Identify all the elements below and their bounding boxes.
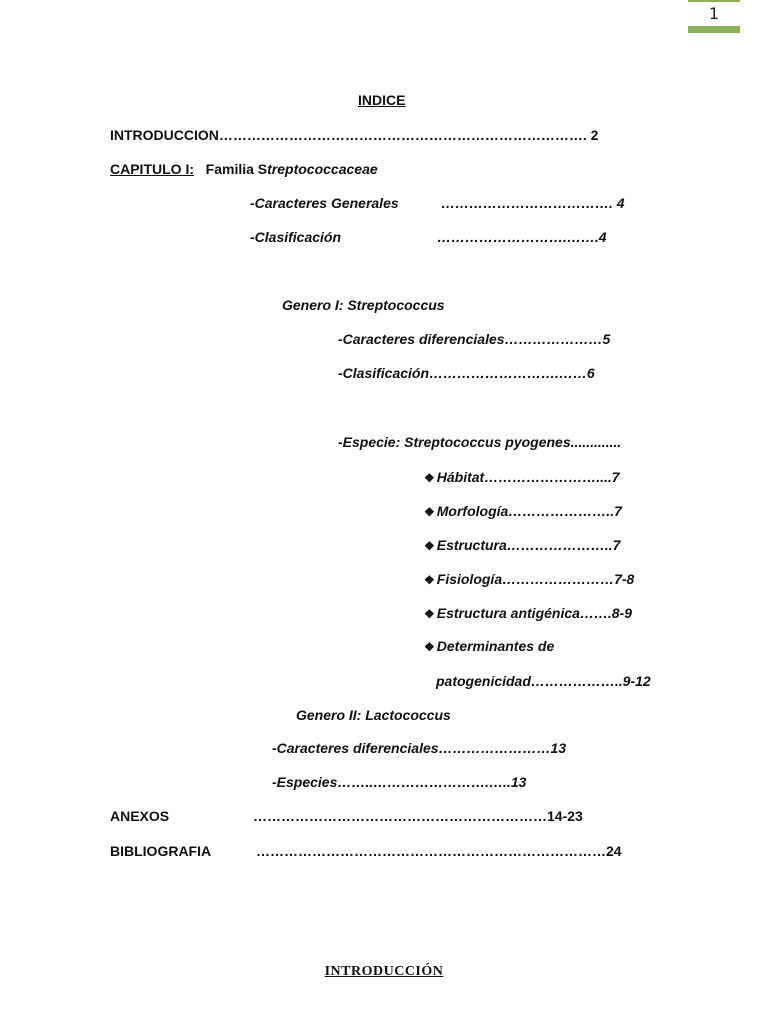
toc-entry-genero-1: Genero I: Streptococcus <box>282 297 445 313</box>
toc-entry-anexos-label: ANEXOS <box>110 808 170 824</box>
toc-entry-caracteres-generales-page: ………………………………. 4 <box>441 195 625 211</box>
toc-entry-clasificacion-1-label: -Clasificación <box>250 229 342 245</box>
fisiologia-text: Fisiología……………………7-8 <box>436 571 635 587</box>
diamond-bullet-icon: ❖ <box>424 607 435 621</box>
habitat-text: Hábitat……………………....7 <box>436 469 620 485</box>
toc-entry-bibliografia-label: BIBLIOGRAFIA <box>110 843 212 859</box>
diamond-bullet-icon: ❖ <box>424 573 435 587</box>
toc-entry-especies: -Especies……..…………………….…..13 <box>272 774 527 790</box>
diamond-bullet-icon: ❖ <box>424 471 435 485</box>
toc-entry-patogenicidad: patogenicidad………………..9-12 <box>436 673 651 689</box>
toc-entry-caracteres-diferenciales-2: -Caracteres diferenciales……………………13 <box>272 740 567 756</box>
toc-entry-caracteres-generales-label: -Caracteres Generales <box>250 195 399 211</box>
page-number-box <box>688 0 740 33</box>
determinantes-text: Determinantes de <box>436 638 555 654</box>
toc-entry-bibliografia-page: …………………………………………………………………24 <box>256 843 622 859</box>
toc-entry-estructura-antigenica <box>424 604 632 623</box>
page-number: 1 <box>708 4 720 23</box>
morfologia-text: Morfología…………………..7 <box>436 503 622 519</box>
estructura-text: Estructura…………………..7 <box>436 537 621 553</box>
toc-entry-habitat <box>424 468 620 487</box>
toc-entry-capitulo-1 <box>110 160 378 178</box>
index-title: INDICE <box>358 92 406 108</box>
capitulo-1-text-b: treptococcaceae <box>267 161 378 177</box>
toc-entry-caracteres-diferenciales-1: -Caracteres diferenciales…………………5 <box>338 331 611 347</box>
diamond-bullet-icon: ❖ <box>424 539 435 553</box>
toc-entry-determinantes <box>424 637 554 656</box>
toc-entry-introduccion: INTRODUCCION……………………………………………………………………. 2 <box>110 127 599 143</box>
toc-entry-genero-2: Genero II: Lactococcus <box>296 707 451 723</box>
toc-entry-fisiologia <box>424 570 634 589</box>
toc-entry-clasificacion-2: -Clasificación……………………….……6 <box>338 365 595 381</box>
toc-entry-clasificacion-1-page: ……………………….…….4 <box>437 229 607 245</box>
page-number-top-rule <box>688 0 740 2</box>
diamond-bullet-icon: ❖ <box>424 640 435 654</box>
toc-entry-especie: -Especie: Streptococcus pyogenes............. <box>338 434 622 450</box>
section-heading-introduccion: INTRODUCCIÓN <box>324 964 444 979</box>
estructura-antigenica-text: Estructura antigénica…….8-9 <box>436 605 633 621</box>
toc-entry-estructura <box>424 536 620 555</box>
diamond-bullet-icon: ❖ <box>424 505 435 519</box>
capitulo-1-label: CAPITULO I: <box>110 161 194 177</box>
toc-entry-morfologia <box>424 502 622 521</box>
capitulo-1-text-a: Familia S <box>205 161 268 177</box>
toc-entry-anexos-page: ………………………………………………………14-23 <box>253 808 583 824</box>
page-number-bottom-rule <box>688 26 740 33</box>
